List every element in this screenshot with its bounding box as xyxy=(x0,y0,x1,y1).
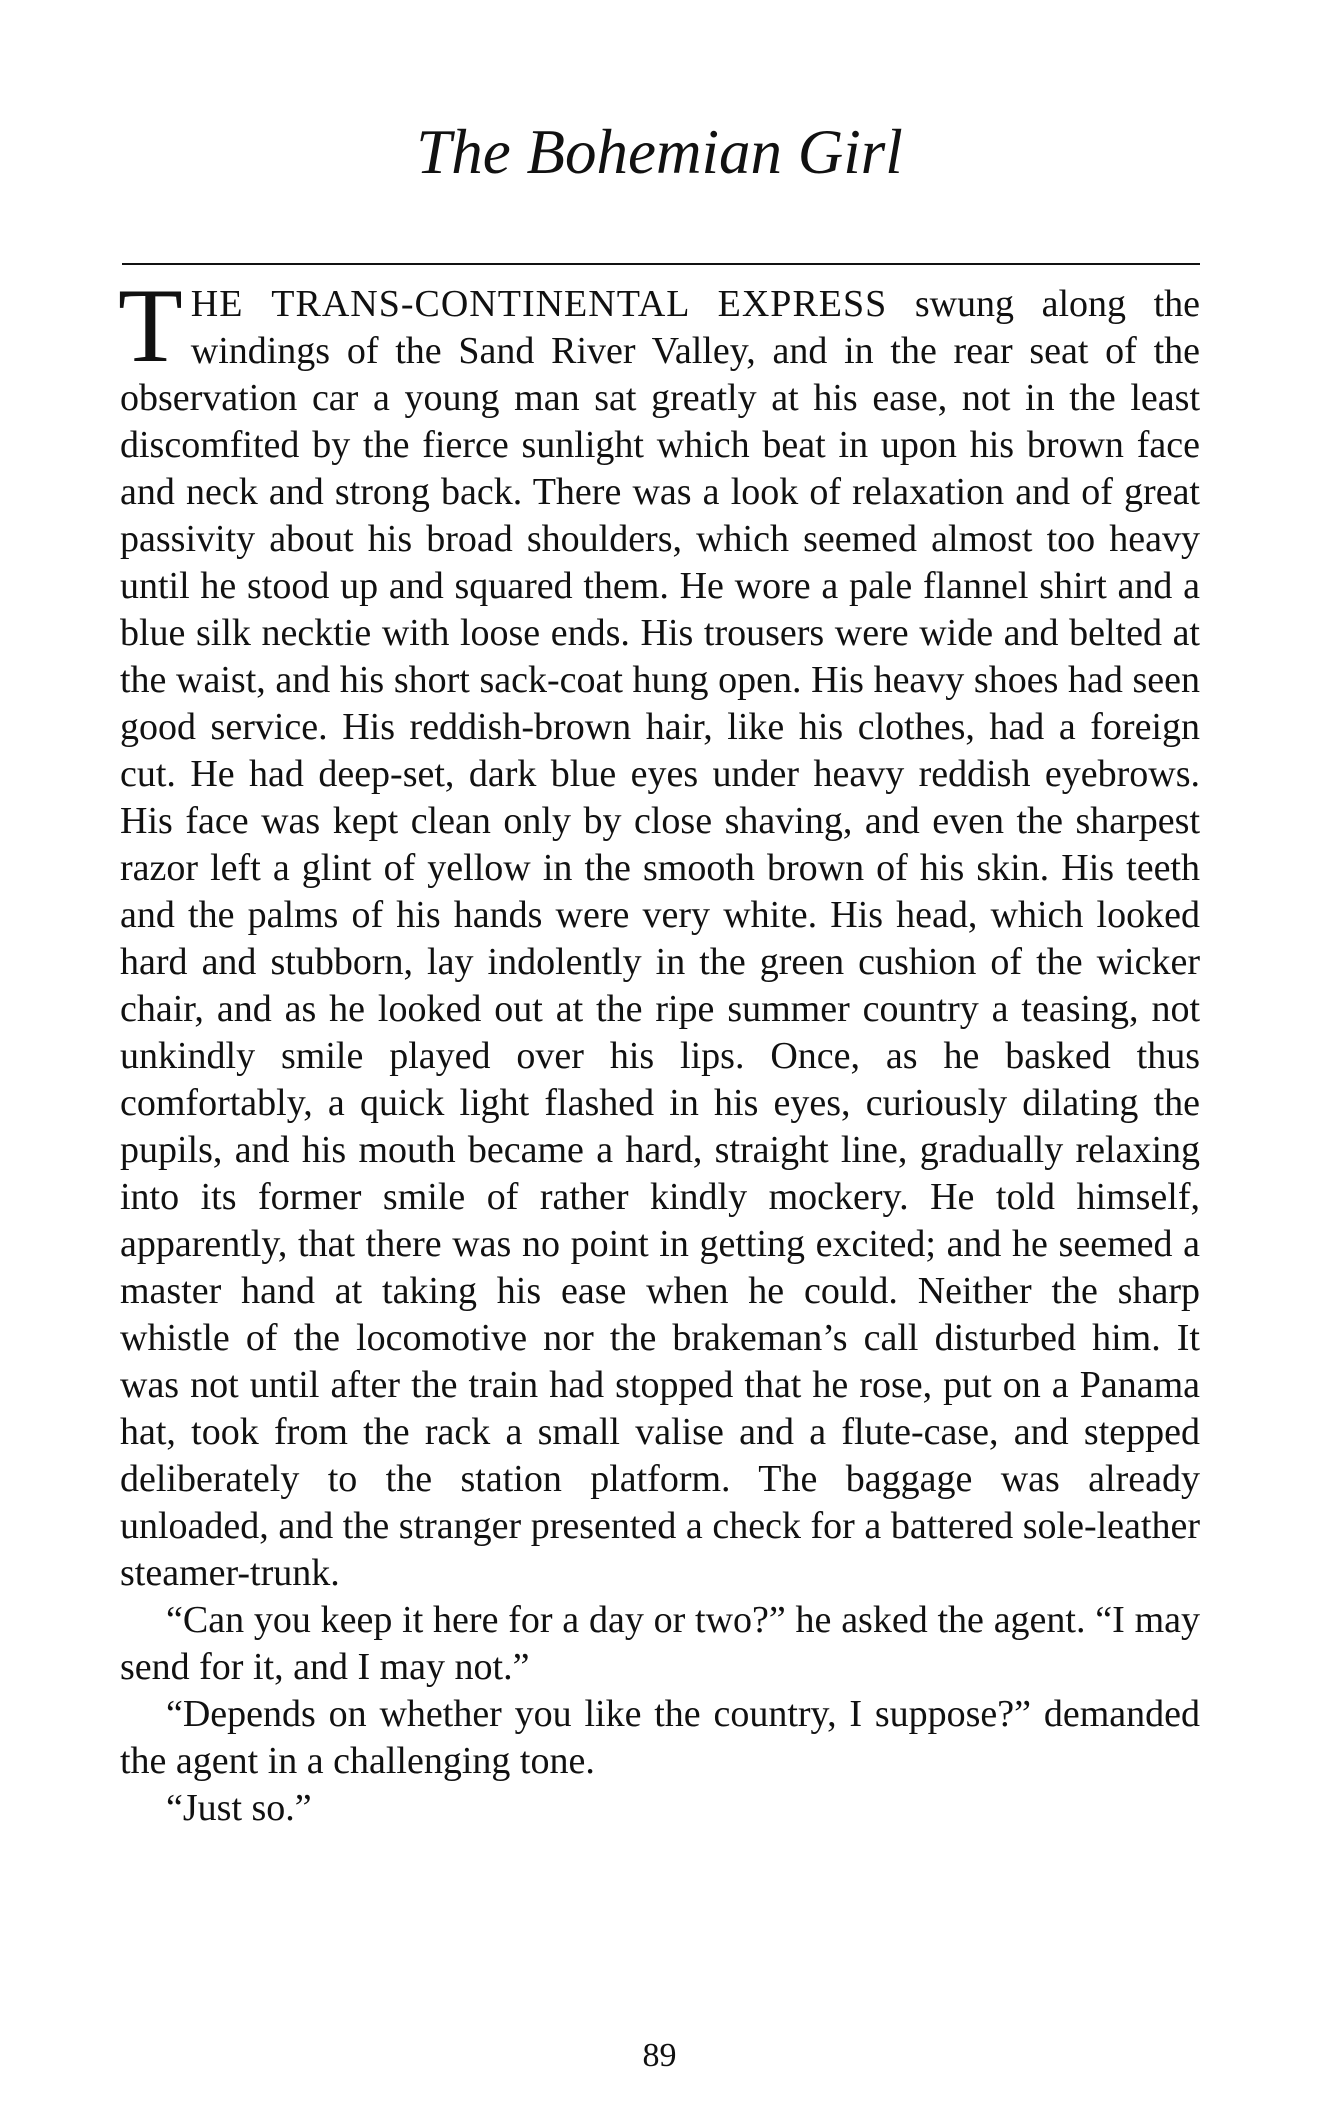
page-number: 89 xyxy=(642,2037,677,2074)
chapter-title: The Bohemian Girl xyxy=(416,117,903,187)
paragraph: “Depends on whether you like the country, I suppose?” demanded the agent in a challenging tone. xyxy=(120,1693,1200,1782)
opening-text: swung along the windings of the Sand River Valley, and in the rear seat of the observation car a young man sat greatly at his ease, not in the least discomfited by the fierce sunlight which beat in upon his brown face and neck and strong back. There was a look of relaxation and of great passivity about his broad shoulders, which seemed almost too heavy until he stood up and squared them. He wore a pale flannel shirt and a blue silk necktie with loose ends. His trousers were wide and belted at the waist, and his short sack-coat hung open. His heavy shoes had seen good service. His reddish-brown hair, like his clothes, had a foreign cut. He had deep-set, dark blue eyes under heavy reddish eyebrows. His face was kept clean only by close shaving, and even the sharpest razor left a glint of yellow in the smooth brown of his skin. His teeth and the palms of his hands were very white. His head, which looked hard and stubborn, lay indolently in the green cushion of the wicker chair, and as he looked out at the ripe summer country a teasing, not unkindly smile played over his lips. Once, as he basked thus comfortably, a quick light flashed in his eyes, curiously dilating the pupils, and his mouth became a hard, straight line, gradually relaxing into its former smile of rather kindly mockery. He told himself, apparently, that there was no point in getting excited; and he seemed a master hand at taking his ease when he could. Neither the sharp whistle of the locomotive nor the brakeman’s call disturbed him. It was not until after the train had stopped that he rose, put on a Panama hat, took from the rack a small valise and a flute-case, and stepped deliberately to the station platform. The baggage was already unloaded, and the stranger presented a check for a battered sole-leather steamer-trunk. xyxy=(120,283,1201,1594)
title-rule xyxy=(122,263,1200,265)
paragraph: “Can you keep it here for a day or two?” he asked the agent. “I may send for it, and I may not.” xyxy=(120,1599,1200,1688)
opening-small-caps: HE TRANS-CONTINENTAL EXPRESS xyxy=(190,283,888,325)
drop-cap: T xyxy=(118,267,183,384)
opening-paragraph xyxy=(118,267,1201,1597)
paragraph: “Just so.” xyxy=(166,1787,312,1829)
body-text xyxy=(118,267,1201,1832)
